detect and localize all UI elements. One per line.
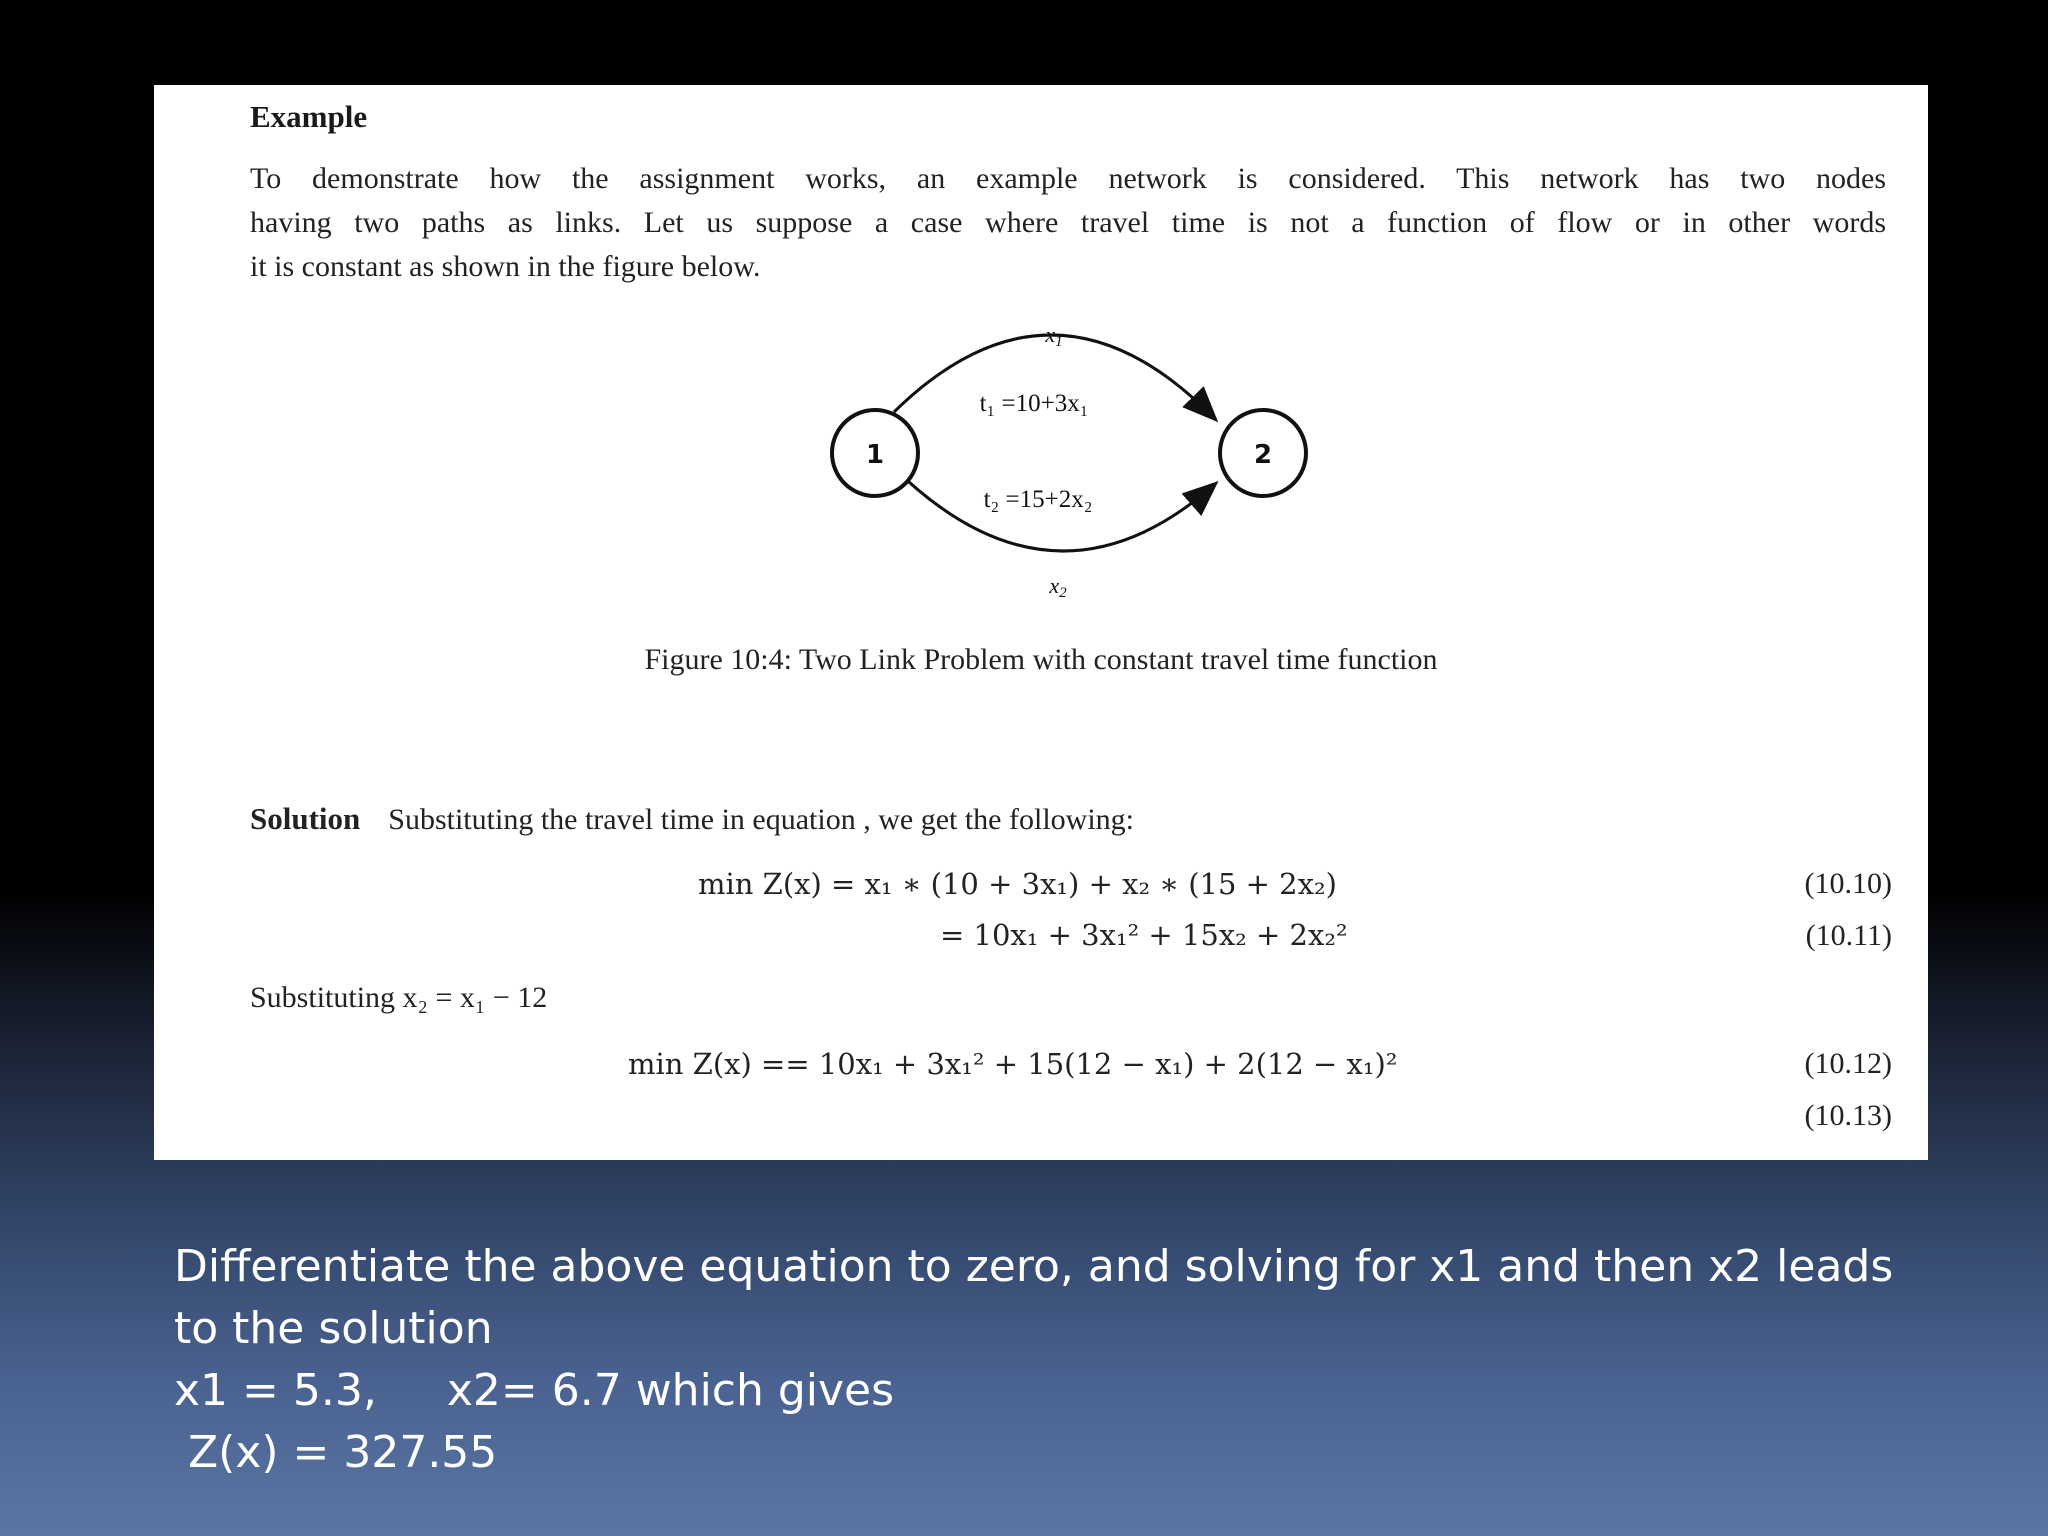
solution-line [250, 801, 1134, 837]
equation-number-10-12: (10.12) [1804, 1047, 1892, 1080]
body-line-1: Differentiate the above equation to zero, and solving for x1 and then x2 leads [174, 1241, 1894, 1292]
figure-caption: Figure 10:4: Two Link Problem with constant travel time function [644, 643, 1438, 676]
x1-value: x1 = 5.3, [174, 1365, 377, 1416]
solution-text: Substituting the travel time in equation , we get the following: [388, 803, 1134, 836]
document-image [154, 85, 1928, 1160]
equation-10-11: = 10x₁ + 3x₁² + 15x₂ + 2x₂² [940, 918, 1348, 952]
node-1-label: 1 [865, 440, 885, 470]
example-heading: Example [250, 99, 368, 134]
equation-number-10-11: (10.11) [1805, 919, 1892, 952]
intro-line-2: having two paths as links. Let us suppose a case where travel time is not a function of flow or in other words [250, 206, 1886, 239]
solution-label: Solution [250, 801, 361, 836]
network-figure [154, 85, 1928, 705]
body-line-4: Z(x) = 327.55 [174, 1427, 498, 1478]
slide-body-text [174, 1236, 1894, 1484]
equation-10-10: min Z(x) = x₁ ∗ (10 + 3x₁) + x₂ ∗ (15 + 2x₂) [698, 867, 1337, 901]
substitution-line: Substituting x₂ = x₁ − 12 [250, 981, 548, 1014]
body-line-3 [174, 1360, 1894, 1422]
node-2-label: 2 [1253, 440, 1273, 470]
top-travel-time: t₁ =10+3x₁ [979, 390, 1089, 417]
equation-10-12: min Z(x) == 10x₁ + 3x₁² + 15(12 − x₁) + 2(12 − x₁)² [628, 1047, 1398, 1081]
intro-line-3: it is constant as shown in the figure below. [250, 250, 761, 283]
bottom-travel-time: t₂ =15+2x₂ [983, 486, 1093, 513]
bottom-flow-label: x2 [1049, 573, 1067, 601]
body-line-2: to the solution [174, 1303, 493, 1354]
top-flow-label: x1 [1045, 322, 1063, 350]
intro-line-1: To demonstrate how the assignment works, an example network is considered. This network has two nodes [250, 162, 1886, 195]
equation-number-10-10: (10.10) [1804, 867, 1892, 900]
x2-value: x2= 6.7 which gives [446, 1365, 895, 1416]
equation-number-10-13: (10.13) [1804, 1099, 1892, 1132]
